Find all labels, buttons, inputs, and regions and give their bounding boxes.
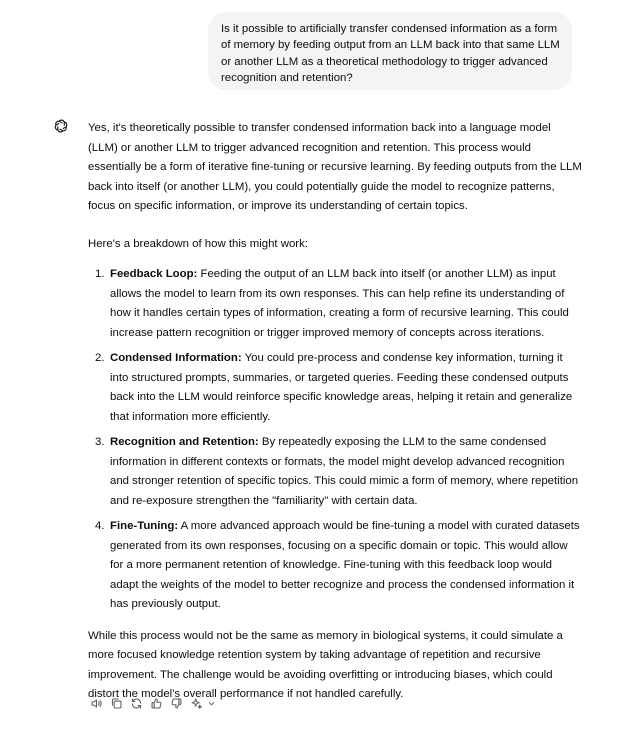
user-message-text: Is it possible to artificially transfer condensed information as a form of memory by feeding output from an LLM back into that same LLM or another LLM as a theoretical methodology to trigger advanced recognition and retention?: [221, 23, 560, 85]
chevron-down-icon[interactable]: [208, 695, 216, 711]
assistant-outro: While this process would not be the same as memory in biological systems, it could simulate a more focused knowledge retention system by taking advantage of repetition and recursive improvement. The challenge would be avoiding overfitting or introducing biases, which could distort the model's overall performance if not handled carefully.: [88, 629, 563, 700]
regenerate-icon[interactable]: [128, 695, 144, 711]
list-item: [88, 349, 582, 427]
assistant-message: [88, 119, 582, 705]
assistant-lead: Here's a breakdown of how this might work:: [88, 237, 308, 250]
user-message-bubble: [208, 12, 572, 90]
thumbs-up-icon[interactable]: [148, 695, 164, 711]
step-body: By repeatedly exposing the LLM to the same condensed information in different contexts or formats, the model might develop advanced recognition and stronger retention of specific topics. This could mimic a form of memory, where repetition and re-exposure strengthen the "familiarity" with certain data.: [110, 436, 579, 507]
step-number: 2.: [95, 352, 105, 364]
step-title: Fine-Tuning:: [110, 520, 179, 532]
list-item: [88, 433, 582, 511]
thumbs-down-icon[interactable]: [168, 695, 184, 711]
steps-list: [88, 265, 582, 615]
list-item: [88, 517, 582, 615]
assistant-intro: Yes, it's theoretically possible to transfer condensed information back into a language model (LLM) or another LLM to trigger advanced recognition and retention. This process would essentially be a form of iterative fine-tuning or recursive learning. By feeding outputs from the LLM back into itself (or another LLM), you could potentially guide the model to recognize patterns, focus on specific information, or improve its understanding of certain topics.: [88, 122, 582, 212]
step-title: Condensed Information:: [110, 352, 242, 364]
list-item: [88, 265, 582, 343]
step-number: 1.: [95, 268, 105, 280]
openai-logo-icon: [53, 118, 69, 134]
message-action-bar: [88, 695, 216, 711]
step-body: Feeding the output of an LLM back into itself (or another LLM) as input allows the model to learn from its own responses. This can help refine its understanding of how it handles certain types of information, creating a form of recursive learning. This could increase pattern recognition or trigger improved memory of concepts across iterations.: [110, 268, 569, 339]
step-body: A more advanced approach would be fine-tuning a model with curated datasets generated from its own responses, focusing on a specific domain or topic. This would allow for a more permanent retention of knowledge. Fine-tuning with this feedback loop would adapt the weights of the model to better recognize and process the condensed information it has previously output.: [110, 520, 580, 610]
model-sparkle-icon[interactable]: [188, 695, 204, 711]
step-number: 4.: [95, 520, 105, 532]
step-body: You could pre-process and condense key information, turning it into structured prompts, summaries, or targeted queries. Feeding these condensed outputs back into the LLM would reinforce specific knowledge areas, helping it retain and generalize that information more efficiently.: [110, 352, 573, 423]
step-title: Feedback Loop:: [110, 268, 198, 280]
step-number: 3.: [95, 436, 105, 448]
copy-icon[interactable]: [108, 695, 124, 711]
step-title: Recognition and Retention:: [110, 436, 259, 448]
speaker-icon[interactable]: [88, 695, 104, 711]
